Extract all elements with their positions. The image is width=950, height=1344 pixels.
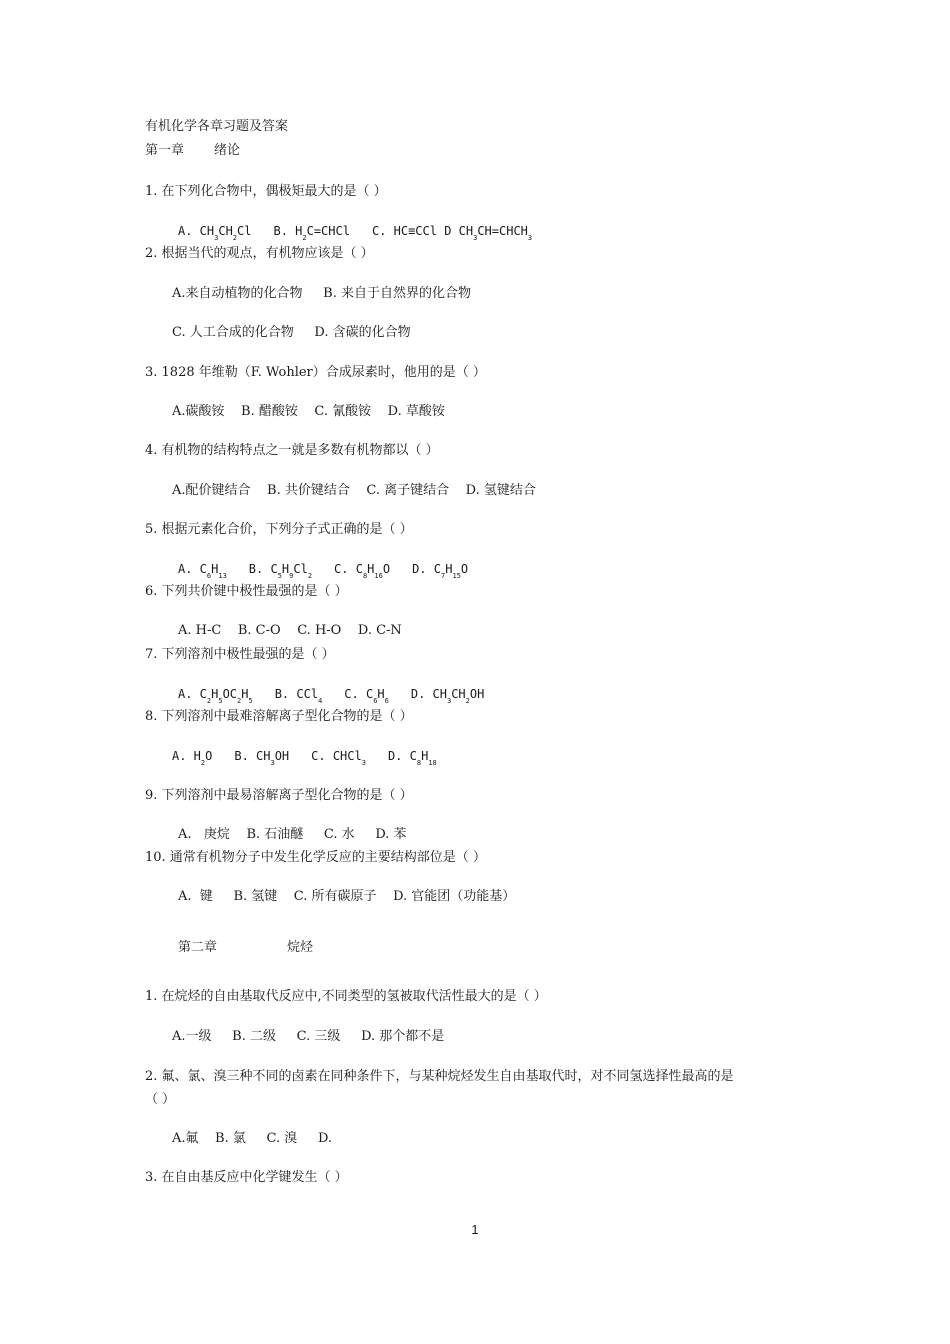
- chapter-2-question-2-stem: 2. 氟、氯、溴三种不同的卤素在同种条件下，与某种烷烃发生自由基取代时，对不同氢选择性最高的是: [145, 1069, 734, 1084]
- question-7-options: A. $C_2H_5OC_2H_5$ B. CCl$_4$ C. $C_6H_6$ D. $CH_3CH_2OH$: [178, 687, 485, 705]
- chapter-1-number: 第一章: [145, 143, 185, 158]
- chapter-2-title: 烷烃: [287, 940, 314, 955]
- chapter-1-title: 绪论: [214, 143, 241, 158]
- question-2-options-row1: A.来自动植物的化合物 B. 来自于自然界的化合物: [172, 286, 472, 301]
- question-2-options-row2: C. 人工合成的化合物 D. 含碳的化合物: [172, 325, 411, 340]
- question-9-options: A. 庚烷 B. 石油醚 C. 水 D. 苯: [178, 827, 407, 842]
- question-5-stem: 5. 根据元素化合价，下列分子式正确的是（ ）: [145, 522, 413, 537]
- chapter-2-question-2-options: A.氟 B. 氯 C. 溴 D.: [172, 1131, 333, 1146]
- document-title: 有机化学各章习题及答案: [145, 119, 289, 134]
- chapter-2-question-3-stem: 3. 在自由基反应中化学键发生（ ）: [145, 1170, 348, 1185]
- question-9-stem: 9. 下列溶剂中最易溶解离子型化合物的是（ ）: [145, 788, 413, 803]
- question-6-options: A. H-C B. C-O C. H-O D. C-N: [178, 623, 402, 638]
- question-3-stem: 3. 1828 年维勒（F. Wohler）合成尿素时，他用的是（ ）: [145, 365, 486, 380]
- chapter-2-heading: [178, 939, 313, 957]
- chapter-2-number: 第二章: [178, 940, 218, 955]
- question-10-options: A. 键 B. 氢键 C. 所有碳原子 D. 官能团（功能基）: [178, 889, 516, 904]
- question-4-options: A.配价键结合 B. 共价键结合 C. 离子键结合 D. 氢键结合: [172, 483, 536, 498]
- question-8-options: A. $H_2O$ B. $CH_3OH$ C. CHCl$_3$ D. $C_8H_{18}$: [172, 749, 437, 767]
- chapter-2-question-2-stem-cont: （ ）: [145, 1092, 176, 1107]
- question-7-stem: 7. 下列溶剂中极性最强的是（ ）: [145, 647, 335, 662]
- chapter-2-question-1-options: A.一级 B. 二级 C. 三级 D. 那个都不是: [172, 1029, 445, 1044]
- question-8-stem: 8. 下列溶剂中最难溶解离子型化合物的是（ ）: [145, 709, 413, 724]
- question-2-stem: 2. 根据当代的观点，有机物应该是（ ）: [145, 246, 374, 261]
- question-5-options: A. $C_6H_{13}$ B. $C_5H_9Cl_2$ C. $C_8H_{16}O$ D. $C_7H_{15}O$: [178, 562, 469, 580]
- question-3-options: A.碳酸铵 B. 醋酸铵 C. 氰酸铵 D. 草酸铵: [172, 404, 445, 419]
- chapter-1-heading: [145, 142, 240, 160]
- chapter-2-question-1-stem: 1. 在烷烃的自由基取代反应中,不同类型的氢被取代活性最大的是（ ）: [145, 989, 547, 1004]
- question-6-stem: 6. 下列共价键中极性最强的是（ ）: [145, 584, 348, 599]
- question-4-stem: 4. 有机物的结构特点之一就是多数有机物都以（ ）: [145, 443, 439, 458]
- question-1-stem: 1. 在下列化合物中，偶极矩最大的是（ ）: [145, 184, 387, 199]
- question-1-options: A. $CH_3CH_2Cl$ B. $H_2C=CHCl$ C. HC≡CCl D $CH_3CH=CHCH_3$: [178, 224, 533, 242]
- page-number: 1: [471, 1222, 479, 1237]
- question-10-stem: 10. 通常有机物分子中发生化学反应的主要结构部位是（ ）: [145, 850, 486, 865]
